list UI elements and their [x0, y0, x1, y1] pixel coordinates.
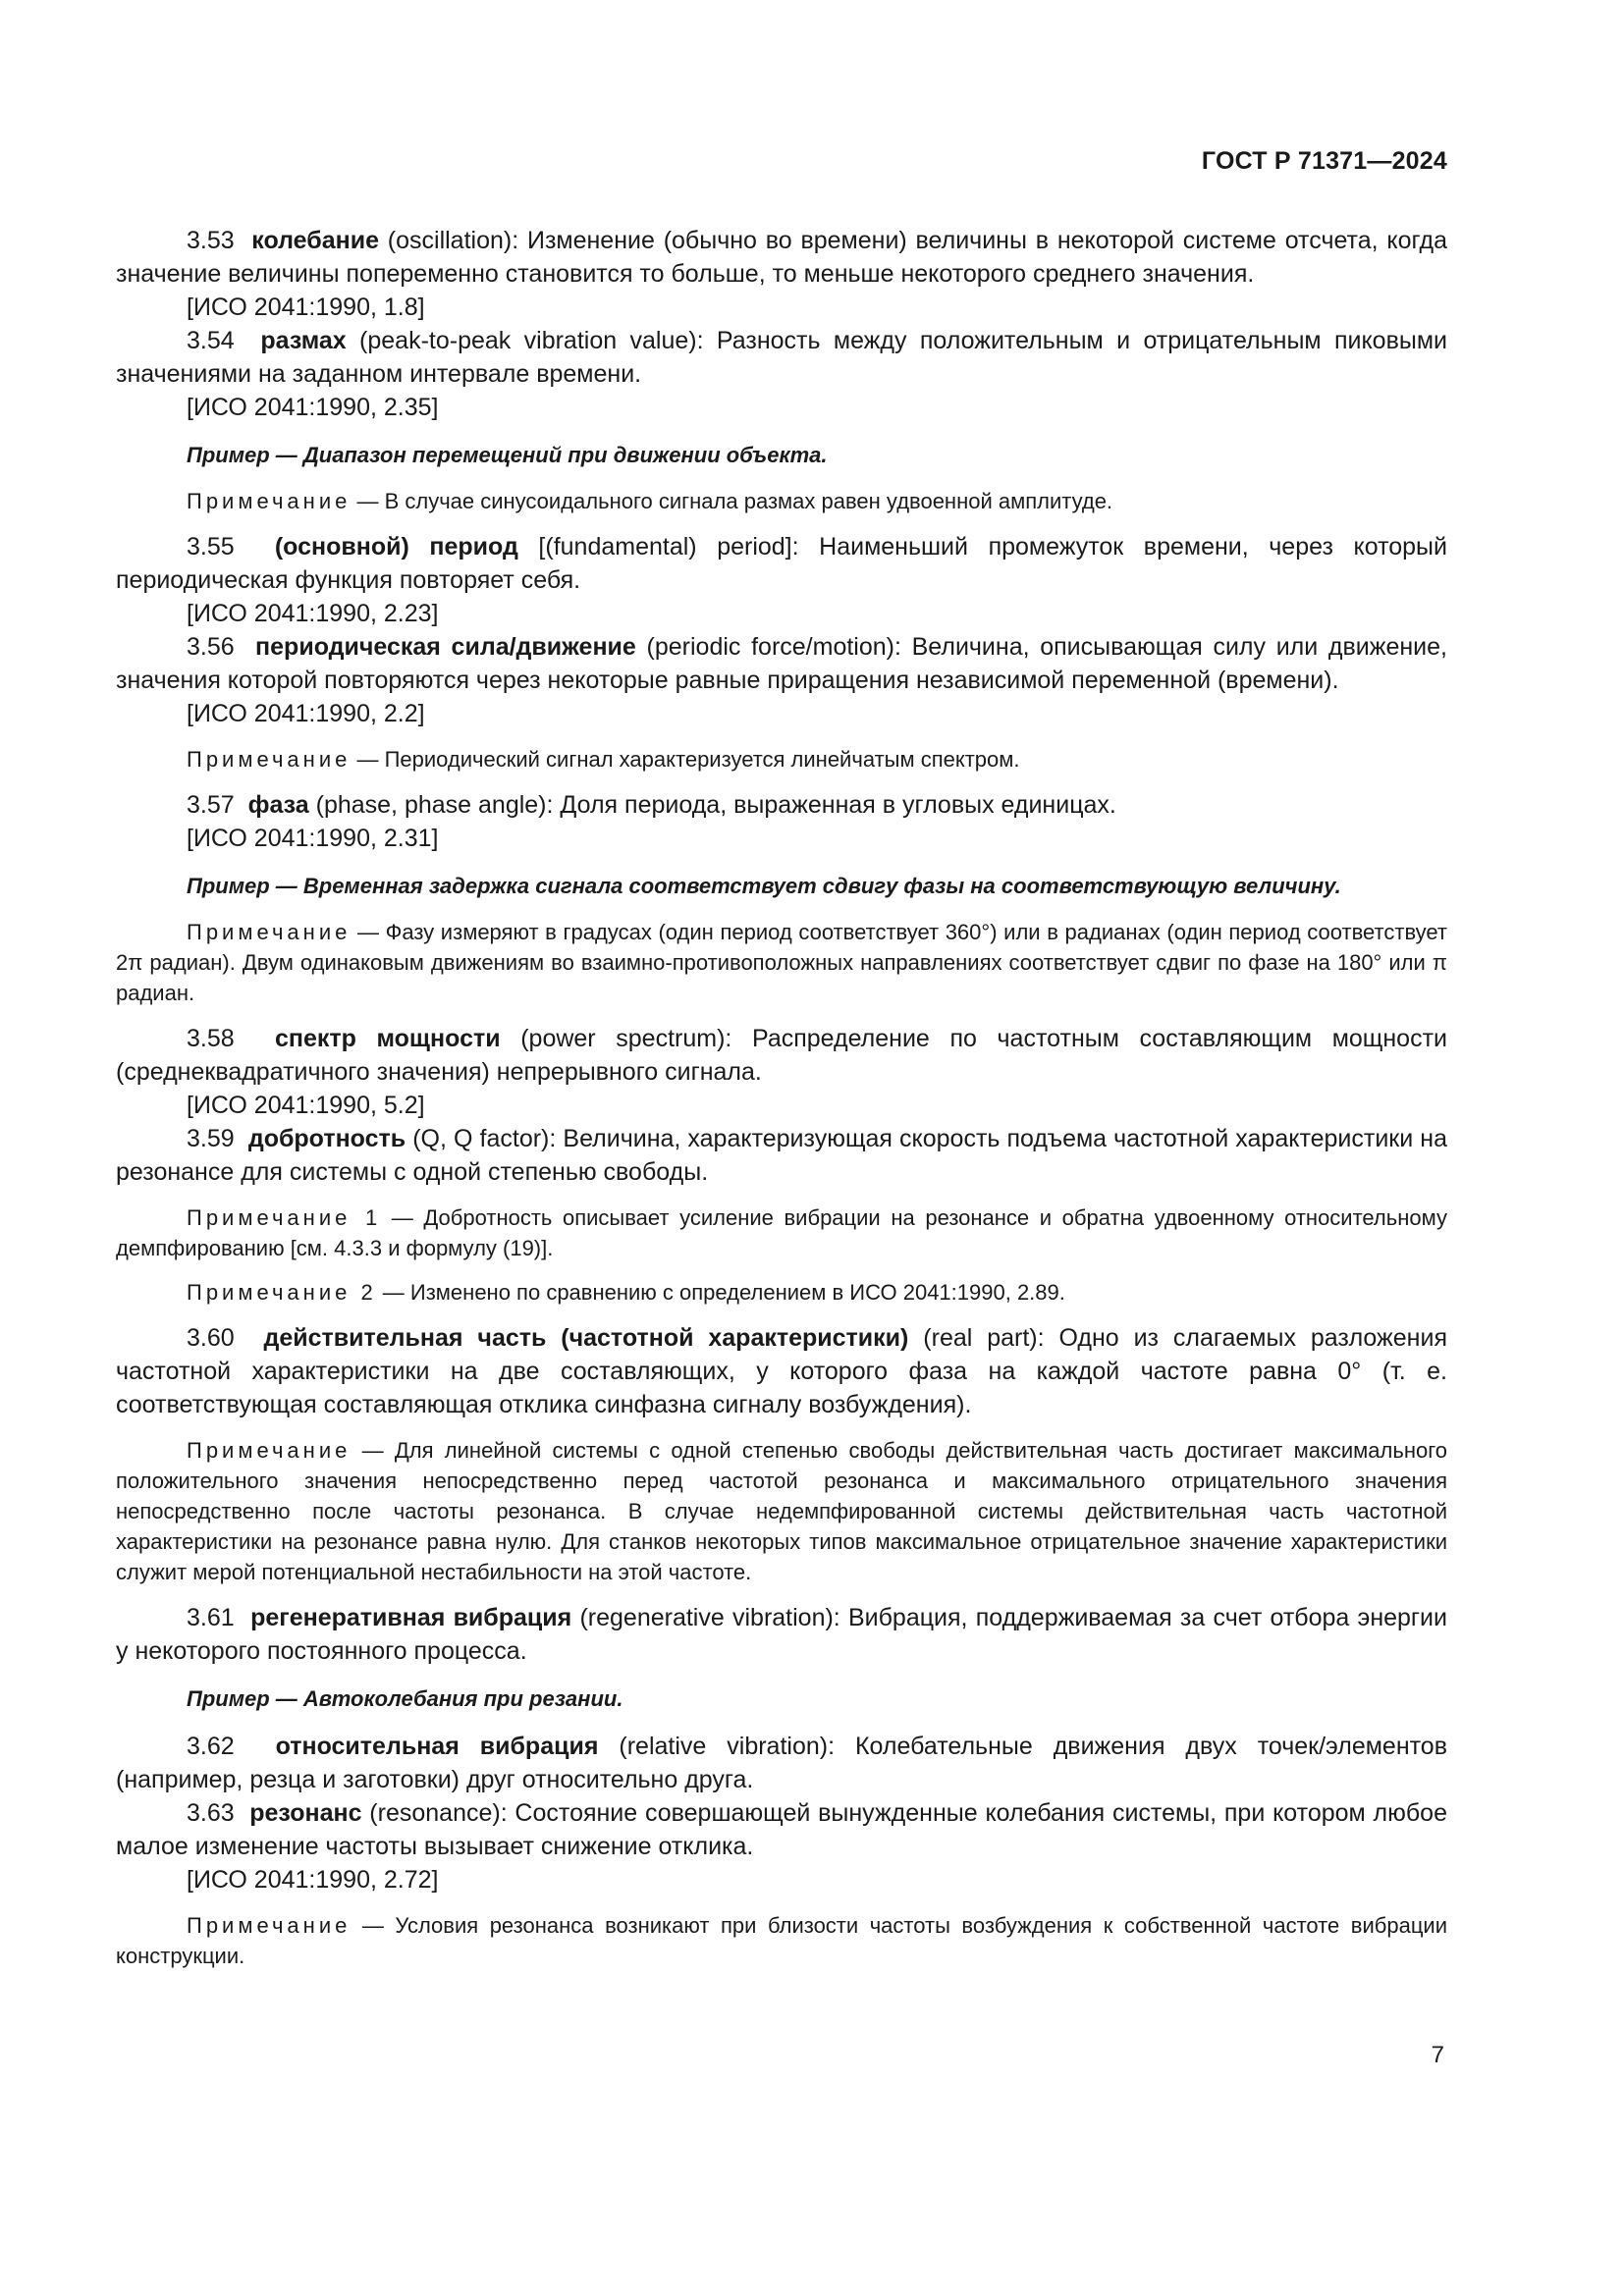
- entry-reference: [ИСО 2041:1990, 2.23]: [187, 600, 439, 627]
- entry-definition: (regenerative vibration): Вибрация, поддерживаемая за счет отбора энергии у некоторого постоянного процесса.: [116, 1604, 1447, 1665]
- entry-note: [116, 1435, 1447, 1587]
- entry-number: 3.57: [187, 791, 235, 819]
- entry-definition: (Q, Q factor): Величина, характеризующая скорость подъема частотной характеристики на резонансе для системы с одной степенью свободы.: [116, 1125, 1447, 1186]
- entry-number: 3.56: [187, 633, 235, 661]
- entry-note: [116, 917, 1447, 1008]
- entry-example: Пример — Временная задержка сигнала соответствует сдвигу фазы на соответствующую величину.: [187, 874, 1341, 898]
- entry-number: 3.60: [187, 1324, 235, 1352]
- entry-term: фаза: [247, 791, 309, 819]
- entry-number: 3.53: [187, 227, 235, 254]
- entry-number: 3.61: [187, 1604, 235, 1631]
- entry-3-57: [116, 788, 1447, 822]
- document-id: ГОСТ Р 71371—2024: [1201, 147, 1447, 175]
- entry-definition: (power spectrum): Распределение по частотным составляющим мощности (среднеквадратичного значения) непрерывного сигнала.: [116, 1025, 1448, 1086]
- note-text: — Фазу измеряют в градусах (один период соответствует 360°) или в радианах (один период соответствует 2π радиан). Двум одинаковым движениям во взаимно-противоположных направлениях соответствует сдвиг по фазе на 180° или π радиан.: [116, 920, 1447, 1005]
- entry-definition: (phase, phase angle): Доля периода, выраженная в угловых единицах.: [308, 791, 1116, 819]
- entry-3-56: [116, 630, 1447, 697]
- entry-definition: (peak-to-peak vibration value): Разность между положительным и отрицательным пиковыми значениями на заданном интервале времени.: [116, 327, 1447, 388]
- note-label: Примечание: [187, 920, 352, 944]
- note-text: — Периодический сигнал характеризуется линейчатым спектром.: [351, 747, 1020, 772]
- note-label: Примечание: [187, 747, 352, 772]
- entry-definition: (real part): Одно из слагаемых разложения частотной характеристики на две составляющих, у которого фаза на каждой частоте равна 0° (т. е. соответствующая составляющая отклика синфазна сигналу возбуждения).: [116, 1324, 1447, 1418]
- entry-3-62: [116, 1730, 1447, 1796]
- entry-reference: [ИСО 2041:1990, 2.35]: [187, 394, 439, 421]
- entry-3-63: [116, 1796, 1447, 1863]
- entry-term: колебание: [251, 227, 379, 254]
- entry-note-1: [116, 1202, 1447, 1263]
- entry-number: 3.54: [187, 327, 235, 354]
- entry-term: размах: [260, 327, 347, 354]
- definitions-section: [116, 224, 1447, 1985]
- entry-definition: [(fundamental) period]: Наименьший промежуток времени, через который периодическая функция повторяет себя.: [116, 533, 1447, 594]
- entry-term: спектр мощности: [274, 1025, 501, 1052]
- note-label: Примечание: [187, 489, 352, 513]
- entry-reference: [ИСО 2041:1990, 1.8]: [187, 294, 425, 321]
- entry-definition: (relative vibration): Колебательные движения двух точек/элементов (например, резца и заготовки) друг относительно друга.: [116, 1733, 1447, 1793]
- note-text: — Изменено по сравнению с определением в ИСО 2041:1990, 2.89.: [376, 1280, 1065, 1305]
- entry-number: 3.59: [187, 1125, 235, 1152]
- entry-3-58: [116, 1022, 1447, 1089]
- entry-3-54: [116, 324, 1447, 391]
- note-text: — Добротность описывает усиление вибрации на резонансе и обратна удвоенному относительному демпфированию [см. 4.3.3 и формулу (19)].: [116, 1205, 1447, 1260]
- note-label: Примечание 1: [187, 1205, 382, 1230]
- entry-term: действительная часть (частотной характеристики): [263, 1324, 909, 1352]
- entry-3-53: [116, 224, 1447, 291]
- entry-definition: (resonance): Состояние совершающей вынужденные колебания системы, при котором любое малое изменение частоты вызывает снижение отклика.: [116, 1799, 1447, 1860]
- entry-3-61: [116, 1601, 1447, 1668]
- page-number: 7: [1431, 2042, 1444, 2068]
- entry-term: периодическая сила/движение: [255, 633, 636, 661]
- entry-term: относительная вибрация: [275, 1733, 599, 1760]
- entry-note: [116, 744, 1447, 774]
- entry-note: [116, 1910, 1447, 1971]
- entry-note-2: [116, 1277, 1447, 1308]
- entry-reference: [ИСО 2041:1990, 5.2]: [187, 1092, 425, 1119]
- note-text: — Для линейной системы с одной степенью свободы действительная часть достигает максимального положительного значения непосредственно перед частотой резонанса и максимального отрицательного значения непосредственно после частоты резонанса. В случае недемпфированной системы действительная часть частотной характеристики на резонансе равна нулю. Для станков некоторых типов максимальное отрицательное значение характеристики служит мерой потенциальной нестабильности на этой частоте.: [116, 1438, 1447, 1584]
- entry-note: [116, 486, 1447, 516]
- entry-reference: [ИСО 2041:1990, 2.72]: [187, 1866, 439, 1894]
- entry-term: резонанс: [249, 1799, 362, 1827]
- entry-definition: (oscillation): Изменение (обычно во времени) величины в некоторой системе отсчета, когда значение величины попеременно становится то больше, то меньше некоторого среднего значения.: [116, 227, 1447, 288]
- entry-reference: [ИСО 2041:1990, 2.2]: [187, 700, 425, 727]
- entry-example: Пример — Автоколебания при резании.: [187, 1686, 623, 1711]
- entry-3-59: [116, 1122, 1447, 1189]
- note-text: — В случае синусоидального сигнала размах равен удвоенной амплитуде.: [351, 489, 1113, 513]
- entry-definition: (periodic force/motion): Величина, описывающая силу или движение, значения которой повторяются через некоторые равные приращения независимой переменной (времени).: [116, 633, 1447, 694]
- note-label: Примечание 2: [187, 1280, 377, 1305]
- entry-term: регенеративная вибрация: [250, 1604, 572, 1631]
- entry-number: 3.58: [187, 1025, 235, 1052]
- entry-term: (основной) период: [274, 533, 518, 561]
- note-label: Примечание: [187, 1913, 352, 1938]
- note-text: — Условия резонанса возникают при близости частоты возбуждения к собственной частоте вибрации конструкции.: [116, 1913, 1447, 1968]
- note-label: Примечание: [187, 1438, 352, 1463]
- entry-reference: [ИСО 2041:1990, 2.31]: [187, 825, 439, 852]
- entry-number: 3.55: [187, 533, 235, 561]
- entry-example: Пример — Диапазон перемещений при движении объекта.: [187, 443, 828, 467]
- entry-3-55: [116, 530, 1447, 597]
- entry-number: 3.62: [187, 1733, 235, 1760]
- entry-3-60: [116, 1321, 1447, 1421]
- entry-number: 3.63: [187, 1799, 235, 1827]
- entry-term: добротность: [247, 1125, 406, 1152]
